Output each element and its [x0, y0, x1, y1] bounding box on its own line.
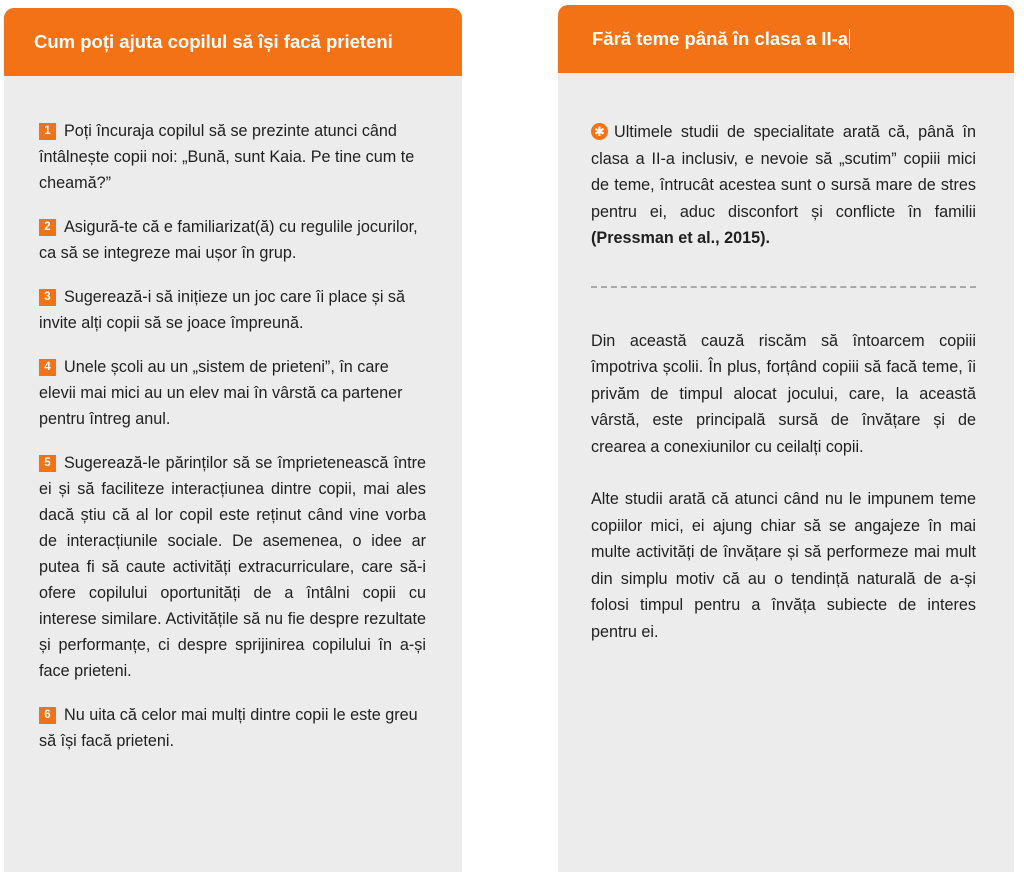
paragraph-spacer: [591, 460, 976, 486]
tips-card-header: [4, 8, 462, 76]
homework-card-body: [558, 119, 1014, 645]
tip-text: Unele școli au un „sistem de prieteni”, în care elevii mai mici au un elev mai în vârstă ca partener pentru întreg anul.: [39, 358, 403, 428]
homework-card-header: [558, 5, 1014, 73]
tip-item: [39, 284, 426, 336]
text-cursor: [849, 29, 850, 49]
body-paragraph-1: Din această cauză riscăm să întoarcem copiii împotriva școlii. În plus, forțând copiii să facă teme, îi privăm de timpul alocat jocului, care, la această vârstă, este principală sursă de învățare și de crearea a conexiunilor cu ceilalți copii.: [591, 331, 976, 456]
tip-text: Nu uita că celor mai mulți dintre copii le este greu să își facă prieteni.: [39, 706, 418, 750]
tips-card: [4, 8, 462, 872]
highlight-citation: (Pressman et al., 2015).: [591, 229, 771, 247]
tip-text: Sugerează-le părinților să se împrietenească între ei și să faciliteze interacțiunea dintre copii, mai ales dacă știu că al lor copil este reținut când vine vorba de interacțiunile sociale. De asemenea, o idee ar putea fi să caute activități extracurriculare, care să-i ofere copilului oportunități de a întâlni copii cu interese similare. Activitățile să nu fie despre rezultate și performanțe, ci despre sprijinirea copilului în a-și face prieteni.: [39, 454, 426, 680]
asterisk-icon: ✱: [591, 123, 608, 140]
tip-number-badge: 6: [39, 707, 56, 724]
tips-list: [4, 118, 462, 772]
tip-item: [39, 118, 426, 196]
tip-text: Poți încuraja copilul să se prezinte atunci când întâlnește copii noi: „Bună, sunt Kaia. Pe tine cum te cheamă?”: [39, 122, 415, 192]
tip-number-badge: 5: [39, 455, 56, 472]
tip-item: [39, 214, 426, 266]
dashed-divider: [591, 286, 976, 288]
highlight-text: Ultimele studii de specialitate arată că, până în clasa a II-a inclusiv, e nevoie să „scutim” copiii mici de teme, întrucât acestea sunt o sursă mare de stres pentru ei, aduc disconfort și conflicte în familii: [591, 123, 976, 221]
tip-number-badge: 3: [39, 289, 56, 306]
tip-number-badge: 2: [39, 219, 56, 236]
tip-item: [39, 450, 426, 684]
homework-card-title: Fără teme până în clasa a II-a: [592, 28, 849, 49]
tip-item: [39, 354, 426, 432]
body-paragraph-2: Alte studii arată că atunci când nu le impunem teme copiilor mici, ei ajung chiar să se angajeze în mai multe activități de învățare și să performeze mai mult din simplu motiv că au o tendință naturală de a-și folosi timpul pentru a învăța subiecte de interes pentru ei.: [591, 490, 976, 641]
highlight-paragraph: [591, 119, 976, 252]
tip-text: Asigură-te că e familiarizat(ă) cu regulile jocurilor, ca să se integreze mai ușor în grup.: [39, 218, 418, 262]
tip-number-badge: 4: [39, 359, 56, 376]
tip-text: Sugerează-i să inițieze un joc care îi place și să invite alți copii să se joace împreună.: [39, 288, 406, 332]
tips-card-title: Cum poți ajuta copilul să își facă prieteni: [34, 31, 393, 52]
tip-item: [39, 702, 426, 754]
homework-card: [558, 5, 1014, 872]
tip-number-badge: 1: [39, 123, 56, 140]
